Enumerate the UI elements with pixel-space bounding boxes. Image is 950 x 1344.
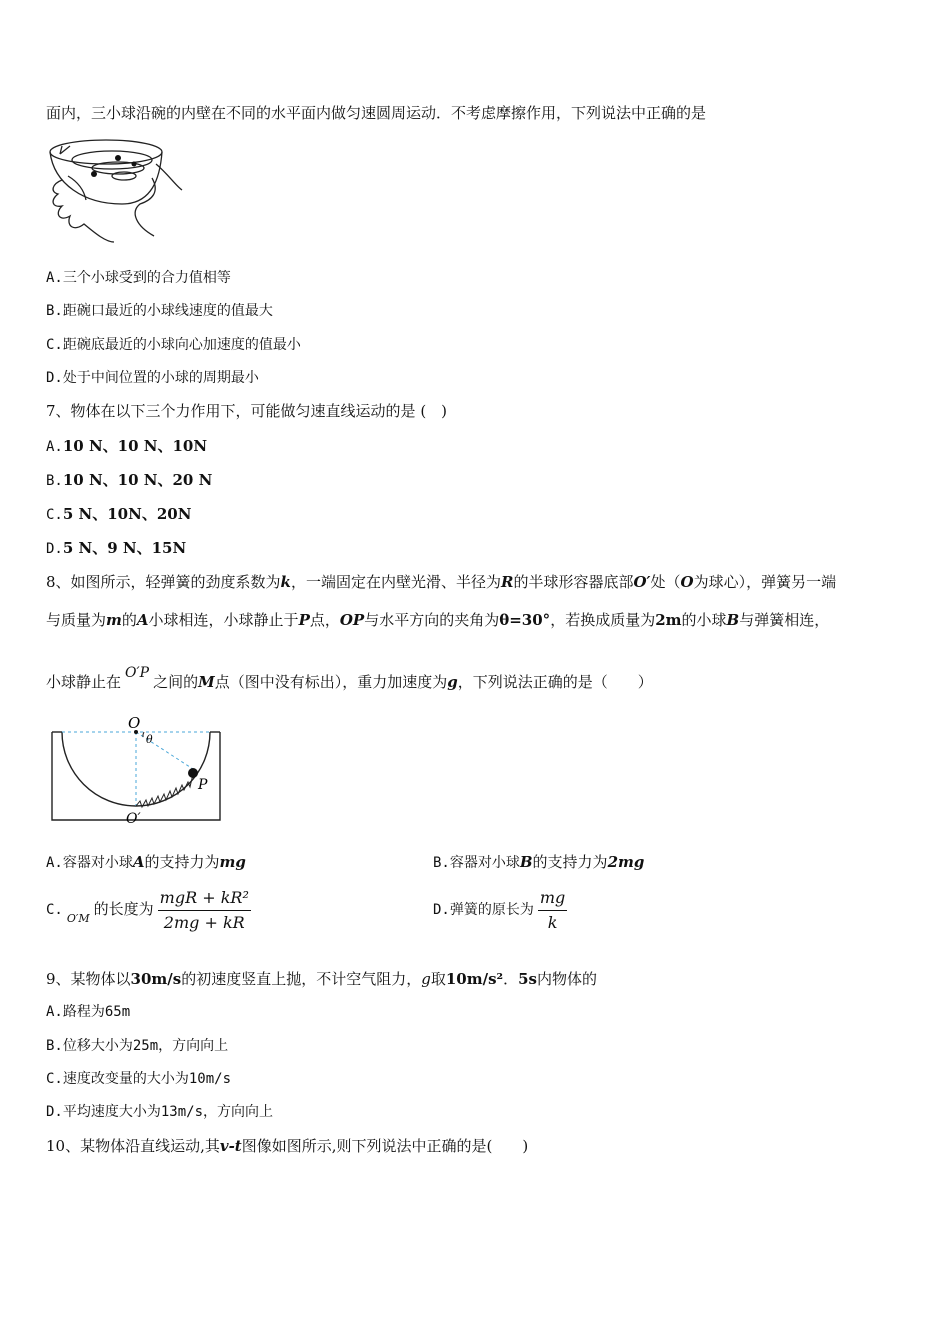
bowl-hands-figure (44, 134, 186, 244)
ball-mid (91, 171, 97, 177)
label-p: P (198, 777, 208, 793)
label-o: O (128, 714, 141, 732)
fraction-c: $\frac{\text{mgR + kR²}}{2mg + kR}$ (159, 887, 249, 932)
q6-option-a: A.三个小球受到的合力值相等 (46, 270, 231, 286)
q8-option-d: D.弹簧的原长为 $\frac{mg}{k}$ (433, 887, 566, 932)
q8-option-a: A.容器对小球A的支持力为mg (46, 853, 246, 871)
q9-option-c: C.速度改变量的大小为10m/s (46, 1071, 232, 1087)
q7-option-c: C.5 N、10N、20N (46, 505, 192, 523)
q8-stem-line3: 小球静止在 O′P 之间的M点（图中没有标出），重力加速度为g，下列说法正确的是（ ） (46, 665, 653, 691)
spring (136, 774, 193, 807)
q6-option-c: C.距碗底最近的小球向心加速度的值最小 (46, 337, 301, 353)
q9-option-d: D.平均速度大小为13m/s，方向向上 (46, 1104, 274, 1120)
q6-option-d: D.处于中间位置的小球的周期最小 (46, 370, 259, 386)
q8-option-c: $C._{O'M}$的长度为 $\frac{\text{mgR + kR²}}{2mg + kR}$ (46, 887, 249, 932)
label-theta: θ (146, 733, 153, 746)
label-oprime: O′ (126, 811, 141, 827)
q7-option-a: A.10 N、10 N、10N (46, 437, 208, 455)
q7-option-b: B.10 N、10 N、20 N (46, 471, 213, 489)
q9-option-b: B.位移大小为25m，方向向上 (46, 1038, 229, 1054)
q8-stem-line1: 8、如图所示，轻弹簧的劲度系数为k，一端固定在内壁光滑、半径为R的半球形容器底部O′处（O为球心），弹簧另一端 (46, 573, 837, 591)
q8-stem-line2: 与质量为m的A小球相连，小球静止于P点，OP与水平方向的夹角为θ=30°，若换成质量为2m的小球B与弹簧相连， (46, 611, 830, 629)
q9-stem: 9、某物体以30m/s的初速度竖直上抛，不计空气阻力，g取10m/s²．5s内物体的 (46, 970, 598, 988)
q6-option-b: B.距碗口最近的小球线速度的值最大 (46, 303, 273, 319)
q7-option-d: D.5 N、9 N、15N (46, 539, 187, 557)
hemisphere-container-figure (48, 712, 224, 828)
q8-option-b: B.容器对小球B的支持力为2mg (433, 853, 645, 871)
q6-stem: 面内，三小球沿碗的内壁在不同的水平面内做匀速圆周运动．不考虑摩擦作用，下列说法中正确的是 (46, 104, 707, 122)
ball-p (188, 768, 198, 778)
ball-low (132, 162, 137, 167)
q10-stem: 10、某物体沿直线运动,其v-t图像如图所示,则下列说法中正确的是( ) (46, 1137, 529, 1155)
ball-top (115, 155, 121, 161)
q9-option-a: A.路程为65m (46, 1004, 131, 1020)
q7-stem: 7、物体在以下三个力作用下，可能做匀速直线运动的是 ( ) (46, 402, 448, 420)
fraction-d: $\frac{mg}{k}$ (539, 887, 566, 932)
